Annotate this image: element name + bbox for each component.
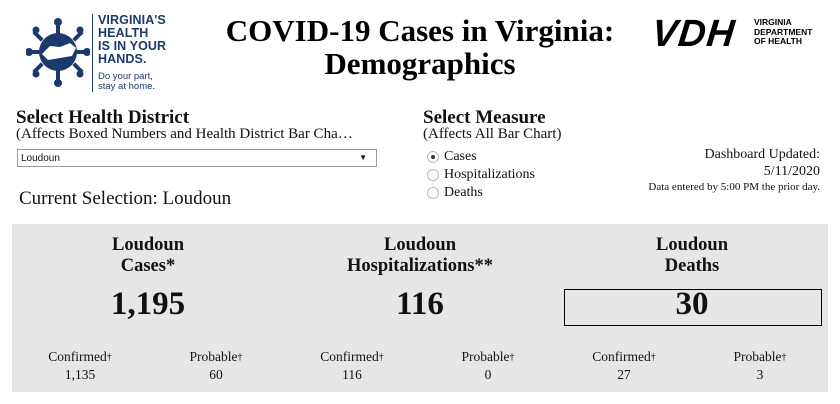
radio-option-hospitalizations[interactable] xyxy=(427,166,535,184)
block-title-line: Loudoun xyxy=(112,235,184,255)
stats-panel xyxy=(12,224,828,392)
updated-date: 5/11/2020 xyxy=(763,164,820,179)
probable-value: 60 xyxy=(209,367,223,382)
vdh-line: DEPARTMENT xyxy=(754,26,813,37)
vdh-line: OF HEALTH xyxy=(754,36,803,46)
chevron-down-icon[interactable]: ▼ xyxy=(359,153,367,162)
probable-value: 3 xyxy=(756,367,764,382)
vdh-mark: VDH xyxy=(649,13,738,55)
dagger-mark: † xyxy=(650,352,656,363)
virus-state-icon xyxy=(26,16,90,92)
block-title-line: Loudoun xyxy=(656,235,728,255)
confirmed-value: 27 xyxy=(617,367,631,382)
logo-tagline-line: stay at home. xyxy=(98,81,156,92)
dagger-mark: † xyxy=(106,352,112,363)
cases-total: 1,195 xyxy=(110,286,186,322)
hospitalizations-confirmed xyxy=(284,348,420,383)
page-title-line: Demographics xyxy=(324,46,516,81)
cases-confirmed xyxy=(12,348,148,383)
probable-value: 0 xyxy=(484,367,492,382)
block-title-line: Deaths xyxy=(664,256,720,276)
hospitalizations-block xyxy=(284,224,556,392)
cases-title xyxy=(12,235,284,277)
probable-label: Probable xyxy=(461,349,510,364)
block-title-line: Hospitalizations** xyxy=(347,256,493,276)
confirmed-value: 1,135 xyxy=(64,367,96,382)
hospitalizations-probable xyxy=(420,348,556,383)
logo-wordmark xyxy=(98,14,166,66)
deaths-total: 30 xyxy=(675,286,709,322)
deaths-probable xyxy=(692,348,828,383)
logo-line: HEALTH xyxy=(98,26,149,40)
deaths-title xyxy=(556,235,828,277)
logo-line: VIRGINIA'S xyxy=(98,13,166,27)
block-title-line: Cases* xyxy=(120,256,176,276)
dagger-mark: † xyxy=(378,352,384,363)
cases-probable xyxy=(148,348,284,383)
hospitalizations-title xyxy=(284,235,556,277)
probable-label: Probable xyxy=(189,349,238,364)
radio-button[interactable] xyxy=(427,169,439,181)
current-selection: Current Selection: Loudoun xyxy=(19,188,232,209)
measure-subheading: (Affects All Bar Chart) xyxy=(423,126,562,142)
hospitalizations-total: 116 xyxy=(396,286,444,322)
measure-radio-group xyxy=(427,148,535,202)
confirmed-value: 116 xyxy=(342,367,362,382)
confirmed-label: Confirmed xyxy=(592,349,651,364)
block-title-line: Loudoun xyxy=(384,235,456,255)
dagger-mark: † xyxy=(509,352,515,363)
logo-tagline xyxy=(98,72,155,92)
logo-tagline-line: Do your part, xyxy=(98,71,153,82)
logo-line: IS IN YOUR xyxy=(98,39,167,53)
dagger-mark: † xyxy=(237,352,243,363)
logo-line: HANDS. xyxy=(98,52,147,66)
updated-label: Dashboard Updated: xyxy=(704,147,820,162)
radio-label: Deaths xyxy=(444,185,483,200)
deaths-confirmed xyxy=(556,348,692,383)
district-heading: Select Health District xyxy=(16,107,190,128)
probable-label: Probable xyxy=(733,349,782,364)
vdh-logo xyxy=(649,13,822,56)
confirmed-label: Confirmed xyxy=(320,349,379,364)
page-title xyxy=(200,14,640,80)
vdh-wordmark xyxy=(754,18,812,47)
radio-option-deaths[interactable] xyxy=(427,184,535,202)
confirmed-label: Confirmed xyxy=(48,349,107,364)
page-title-line: COVID-19 Cases in Virginia: xyxy=(225,13,615,48)
cases-block xyxy=(12,224,284,392)
dagger-mark: † xyxy=(781,352,787,363)
radio-label: Hospitalizations xyxy=(444,167,535,182)
logo-divider xyxy=(92,14,93,92)
deaths-total-box xyxy=(564,289,822,326)
district-subheading: (Affects Boxed Numbers and Health District Bar Cha… xyxy=(16,126,353,142)
radio-button[interactable] xyxy=(427,151,439,163)
radio-option-cases[interactable] xyxy=(427,148,535,166)
radio-label: Cases xyxy=(444,149,477,164)
dashboard-updated xyxy=(648,146,820,194)
updated-note: Data entered by 5:00 PM the prior day. xyxy=(648,181,820,193)
vdh-line: VIRGINIA xyxy=(754,17,792,27)
virginias-health-logo xyxy=(26,12,176,96)
health-district-dropdown[interactable] xyxy=(17,149,377,167)
dropdown-value: Loudoun xyxy=(21,153,60,164)
radio-button[interactable] xyxy=(427,187,439,199)
measure-heading: Select Measure xyxy=(423,107,546,128)
